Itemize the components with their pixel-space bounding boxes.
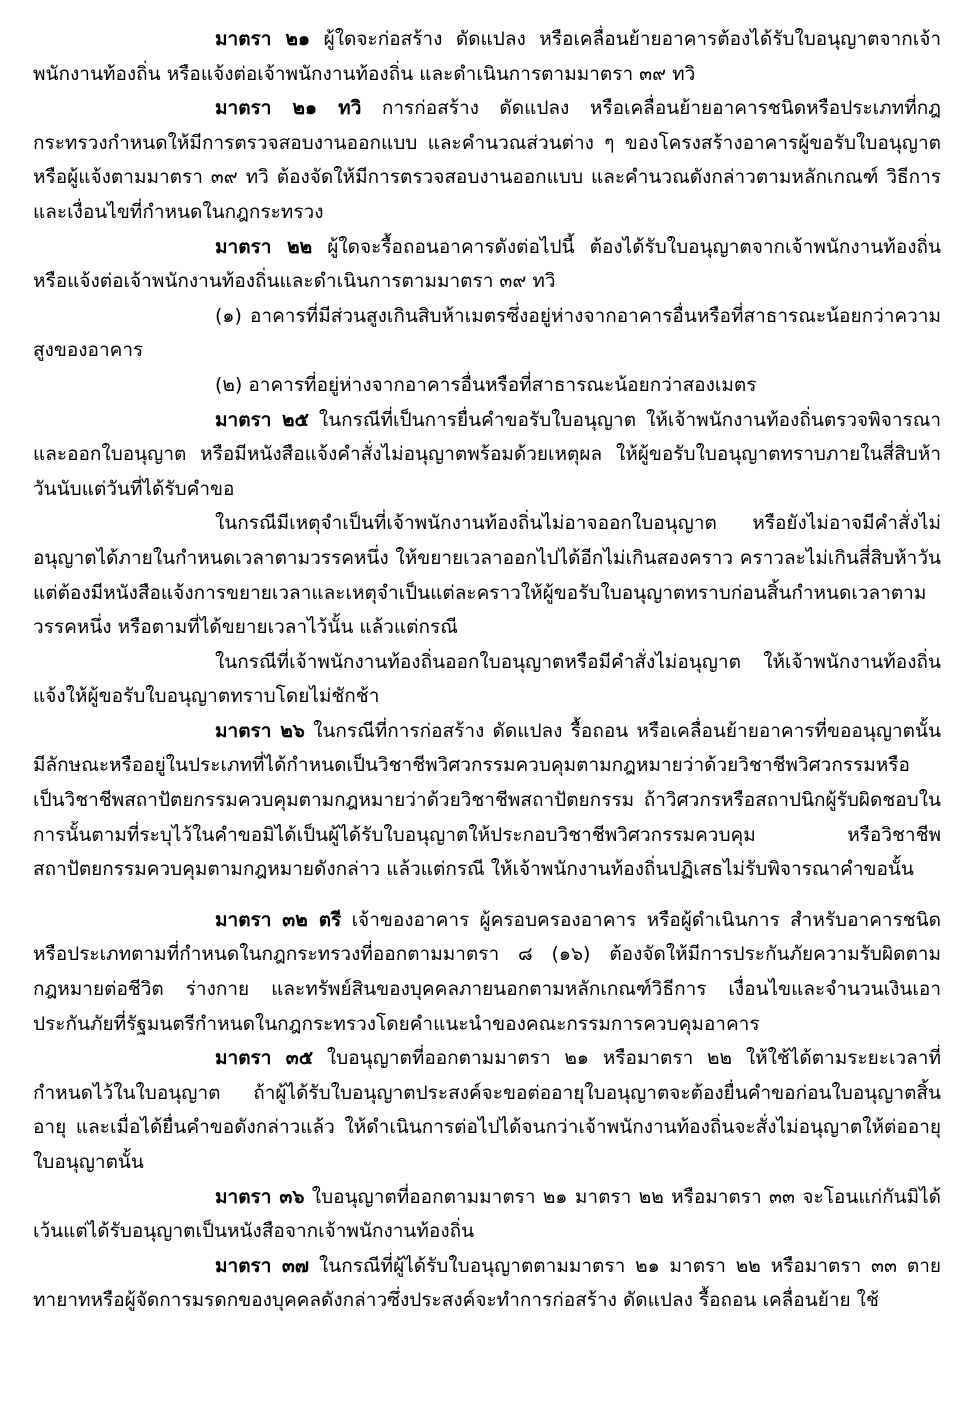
paragraph-text: ในกรณีที่เจ้าพนักงานท้องถิ่นออกใบอนุญาตหรือมีคำสั่งไม่อนุญาต ให้เจ้าพนักงานท้องถิ่นแจ้งให้ผู้ขอรับใบอนุญาตทราบโดยไม่ชักช้า	[33, 650, 941, 708]
section-number: มาตรา ๒๒	[215, 235, 313, 258]
section-22-item-1	[33, 299, 941, 368]
section-text: ใบอนุญาตที่ออกตามมาตรา ๒๑ มาตรา ๒๒ หรือมาตรา ๓๓ จะโอนแก่กันมิได้เว้นแต่ได้รับอนุญาตเป็นหนังสือจากเจ้าพนักงานท้องถิ่น	[33, 1185, 941, 1243]
item-text: (๑) อาคารที่มีส่วนสูงเกินสิบห้าเมตรซึ่งอยู่ห่างจากอาคารอื่นหรือที่สาธารณะน้อยกว่าความสูงของอาคาร	[33, 304, 941, 362]
section-26	[33, 714, 941, 887]
item-text: (๒) อาคารที่อยู่ห่างจากอาคารอื่นหรือที่สาธารณะน้อยกว่าสองเมตร	[215, 373, 757, 396]
section-number: มาตรา ๓๗	[215, 1254, 310, 1277]
section-32-ter	[33, 903, 941, 1041]
section-text: ผู้ใดจะก่อสร้าง ดัดแปลง หรือเคลื่อนย้ายอาคารต้องได้รับใบอนุญาตจากเจ้าพนักงานท้องถิ่น หรือแจ้งต่อเจ้าพนักงานท้องถิ่น และดำเนินการตามมาตรา ๓๙ ทวิ	[33, 28, 942, 85]
section-21	[33, 22, 941, 91]
section-number: มาตรา ๓๒ ตรี	[215, 908, 342, 931]
section-text: เจ้าของอาคาร ผู้ครอบครองอาคาร หรือผู้ดำเนินการ สำหรับอาคารชนิดหรือประเภทตามที่กำหนดในกฎกระทรวงที่ออกตามมาตรา ๘ (๑๖) ต้องจัดให้มีการประกันภัยความรับผิดตามกฎหมายต่อชีวิต ร่างกาย และทรัพย์สินของบุคคลภายนอกตามหลักเกณฑ์วิธีการ เงื่อนไขและจำนวนเงินเอาประกันภัยที่รัฐมนตรีกำหนดในกฎกระทรวงโดยคำแนะนำของคณะกรรมการควบคุมอาคาร	[33, 908, 941, 1035]
section-text: ในกรณีที่เป็นการยื่นคำขอรับใบอนุญาต ให้เจ้าพนักงานท้องถิ่นตรวจพิจารณาและออกใบอนุญาต หรือมีหนังสือแจ้งคำสั่งไม่อนุญาตพร้อมด้วยเหตุผล ให้ผู้ขอรับใบอนุญาตทราบภายในสี่สิบห้าวันนับแต่วันที่ได้รับคำขอ	[33, 408, 941, 500]
section-text: ในกรณีที่การก่อสร้าง ดัดแปลง รื้อถอน หรือเคลื่อนย้ายอาคารที่ขออนุญาตนั้นมีลักษณะหรืออยู่ในประเภทที่ได้กำหนดเป็นวิชาชีพวิศวกรรมควบคุมตามกฎหมายว่าด้วยวิชาชีพวิศวกรรมหรือเป็นวิชาชีพสถาปัตยกรรมควบคุมตามกฎหมายว่าด้วยวิชาชีพสถาปัตยกรรม ถ้าวิศวกรหรือสถาปนิกผู้รับผิดชอบในการนั้นตามที่ระบุไว้ในคำขอมิได้เป็นผู้ได้รับใบอนุญาตให้ประกอบวิชาชีพวิศวกรรมควบคุม หรือวิชาชีพสถาปัตยกรรมควบคุมตามกฎหมายดังกล่าว แล้วแต่กรณี ให้เจ้าพนักงานท้องถิ่นปฏิเสธไม่รับพิจารณาคำขอนั้น	[33, 719, 942, 881]
section-text: ใบอนุญาตที่ออกตามมาตรา ๒๑ หรือมาตรา ๒๒ ให้ใช้ได้ตามระยะเวลาที่กำหนดไว้ในใบอนุญาต ถ้าผู้ได้รับใบอนุญาตประสงค์จะขอต่ออายุใบอนุญาตจะต้องยื่นคำขอก่อนใบอนุญาตสิ้นอายุ และเมื่อได้ยื่นคำขอดังกล่าวแล้ว ให้ดำเนินการต่อไปได้จนกว่าเจ้าพนักงานท้องถิ่นจะสั่งไม่อนุญาตให้ต่ออายุใบอนุญาตนั้น	[33, 1047, 941, 1173]
section-number: มาตรา ๒๖	[215, 719, 305, 742]
section-number: มาตรา ๒๑	[215, 28, 311, 50]
section-number: มาตรา ๓๕	[215, 1047, 314, 1070]
section-text: ในกรณีที่ผู้ได้รับใบอนุญาตตามมาตรา ๒๑ มาตรา ๒๒ หรือมาตรา ๓๓ ตายทายาทหรือผู้จัดการมรดกของบุคคลดังกล่าวซึ่งประสงค์จะทำการก่อสร้าง ดัดแปลง รื้อถอน เคลื่อนย้าย ใช้	[33, 1254, 942, 1312]
section-number: มาตรา ๒๕	[215, 408, 309, 431]
section-25-paragraph-3	[33, 645, 941, 714]
section-22-item-2	[33, 368, 941, 403]
section-22	[33, 230, 941, 299]
section-25-paragraph-2	[33, 506, 941, 644]
section-37	[33, 1249, 941, 1318]
paragraph-text: ในกรณีมีเหตุจำเป็นที่เจ้าพนักงานท้องถิ่นไม่อาจออกใบอนุญาต หรือยังไม่อาจมีคำสั่งไม่อนุญาตได้ภายในกำหนดเวลาตามวรรคหนึ่ง ให้ขยายเวลาออกไปได้อีกไม่เกินสองคราว คราวละไม่เกินสี่สิบห้าวัน แต่ต้องมีหนังสือแจ้งการขยายเวลาและเหตุจำเป็นแต่ละคราวให้ผู้ขอรับใบอนุญาตทราบก่อนสิ้นกำหนดเวลาตามวรรคหนึ่ง หรือตามที่ได้ขยายเวลาไว้นั้น แล้วแต่กรณี	[33, 512, 941, 639]
section-25	[33, 403, 941, 507]
section-text: ผู้ใดจะรื้อถอนอาคารดังต่อไปนี้ ต้องได้รับใบอนุญาตจากเจ้าพนักงานท้องถิ่น หรือแจ้งต่อเจ้าพนักงานท้องถิ่นและดำเนินการตามมาตรา ๓๙ ทวิ	[33, 235, 942, 293]
section-text: การก่อสร้าง ดัดแปลง หรือเคลื่อนย้ายอาคารชนิดหรือประเภทที่กฎกระทรวงกำหนดให้มีการตรวจสอบงานออกแบบ และคำนวณส่วนต่าง ๆ ของโครงสร้างอาคารผู้ขอรับใบอนุญาต หรือผู้แจ้งตามมาตรา ๓๙ ทวิ ต้องจัดให้มีการตรวจสอบงานออกแบบ และคำนวณดังกล่าวตามหลักเกณฑ์ วิธีการ และเงื่อนไขที่กำหนดในกฎกระทรวง	[33, 97, 941, 223]
section-number: มาตรา ๓๖	[215, 1185, 305, 1208]
section-number: มาตรา ๒๑ ทวิ	[215, 97, 362, 120]
section-21-bis	[33, 91, 941, 229]
section-35	[33, 1041, 941, 1179]
section-36	[33, 1180, 941, 1249]
